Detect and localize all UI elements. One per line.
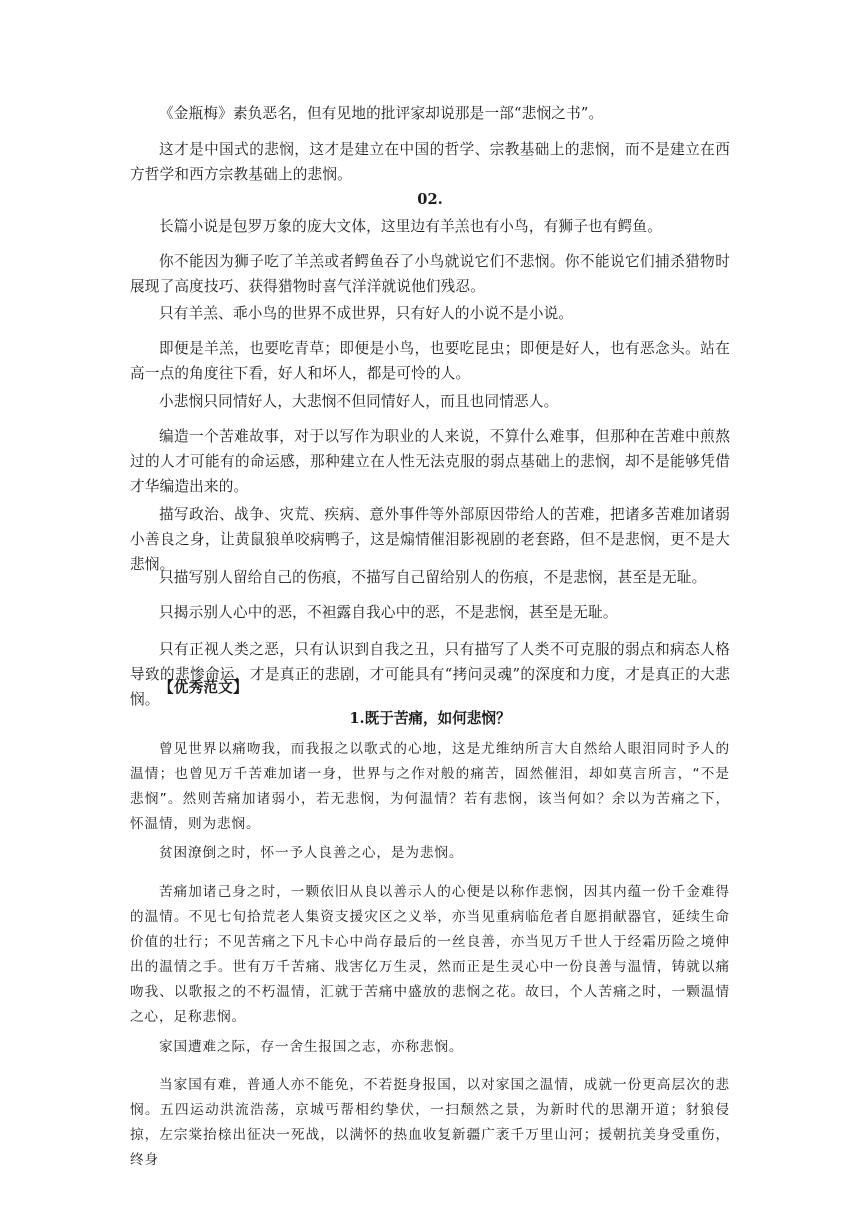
essay-paragraph-national-crisis: 家国遭难之际，存一舍生报国之志，亦称悲悯。: [159, 1039, 464, 1055]
heading-excellent-essay: 【优秀范文】: [159, 679, 248, 696]
paragraph-evil-in-others: 只揭示别人心中的恶，不袒露自我心中的恶，不是悲悯，甚至是无耻。: [159, 604, 618, 621]
paragraph-jinpingmei: 《金瓶梅》素负恶名，但有见地的批评家却说那是一部“悲悯之书”。: [159, 105, 604, 122]
paragraph-scars: 只描写别人留给自己的伤痕，不描写自己留给别人的伤痕，不是悲悯，甚至是无耻。: [159, 569, 707, 586]
paragraph-true-tragedy: 只有正视人类之恶，只有认识到自我之丑，只有描写了人类不可克服的弱点和病态人格导致的悲惨命运，才是真正的悲剧，才可能具有“拷问灵魂”的深度和力度，才是真正的大悲悯。: [130, 641, 730, 708]
paragraph-long-novel: 长篇小说是包罗万象的庞大文体，这里边有羊羔也有小鸟，有狮子也有鳄鱼。: [159, 218, 662, 235]
essay-paragraph-national-duty: 当家国有难，普通人亦不能免，不若挺身报国，以对家国之温情，成就一份更高层次的悲悯。五四运动洪流浩荡，京城丐帮相约挚伏，一扫颓然之景，为新时代的思潮开道；豺狼侵掠，左宗棠抬榇出征决一死战，以满怀的热血收复新疆广袤千万里山河；援朝抗美身受重伤，终身: [130, 1077, 730, 1168]
paragraph-even-lambs: 即便是羊羔，也要吃青草；即便是小鸟，也要吃昆虫；即便是好人，也有恶念头。站在高一点的角度往下看，好人和坏人，都是可怜的人。: [130, 340, 730, 382]
paragraph-chinese-compassion: 这才是中国式的悲悯，这才是建立在中国的哲学、宗教基础上的悲悯，而不是建立在西方哲学和西方宗教基础上的悲悯。: [130, 141, 730, 183]
essay-paragraph-personal-pain: 苦痛加诸己身之时，一颗依旧从良以善示人的心便是以称作悲悯，因其内蕴一份千金难得的温情。不见七旬拾荒老人集资支援灾区之义举，亦当见重病临危者自愿捐献器官，延续生命价值的壮行；不见苦痛之下凡卡心中尚存最后的一丝良善，亦当见万千世人于经霜历险之境伸出的温情之手。世有万千苦痛、戕害亿万生灵，然而正是生灵心中一份良善与温情，铸就以痛吻我、以歌报之的不朽温情，汇就于苦痛中盛放的悲悯之花。故曰，个人苦痛之时，一颗温情之心，足称悲悯。: [130, 884, 730, 1025]
paragraph-external-suffering: 描写政治、战争、灾荒、疾病、意外事件等外部原因带给人的苦难，把诸多苦难加诸弱小善良之身，让黄鼠狼单咬病鸭子，这是煽情催泪影视剧的老套路，但不是悲悯，更不是大悲悯。: [130, 506, 730, 573]
section-number-02: 02.: [417, 191, 443, 208]
paragraph-lion-crocodile: 你不能因为狮子吃了羊羔或者鳄鱼吞了小鸟就说它们不悲悯。你不能说它们捕杀猎物时展现了高度技巧、获得猎物时喜气洋洋就说他们残忍。: [130, 253, 730, 295]
paragraph-fabricate-suffering: 编造一个苦难故事，对于以写作为职业的人来说，不算什么难事，但那种在苦难中煎熬过的人才可能有的命运感，那种建立在人性无法克服的弱点基础上的悲悯，却不是能够凭借才华编造出来的。: [130, 428, 730, 495]
paragraph-small-compassion: 小悲悯只同情好人，大悲悯不但同情好人，而且也同情恶人。: [159, 393, 559, 410]
paragraph-lamb-bird-world: 只有羊羔、乖小鸟的世界不成世界，只有好人的小说不是小说。: [159, 305, 574, 322]
essay-paragraph-poverty: 贫困潦倒之时，怀一予人良善之心，是为悲悯。: [159, 845, 464, 861]
essay-paragraph-intro: 曾见世界以痛吻我，而我报之以歌式的心地，这是尤维纳所言大自然给人眼泪同时予人的温情；也曾见万千苦难加诸一身，世界与之作对般的痛苦，固然催泪，却如莫言所言，“不是悲悯”。然则苦痛加诸弱小，若无悲悯，为何温情？若有悲悯，该当何如？余以为苦痛之下，怀温情，则为悲悯。: [130, 741, 730, 832]
essay-title: 1.既于苦痛，如何悲悯？: [349, 710, 511, 727]
